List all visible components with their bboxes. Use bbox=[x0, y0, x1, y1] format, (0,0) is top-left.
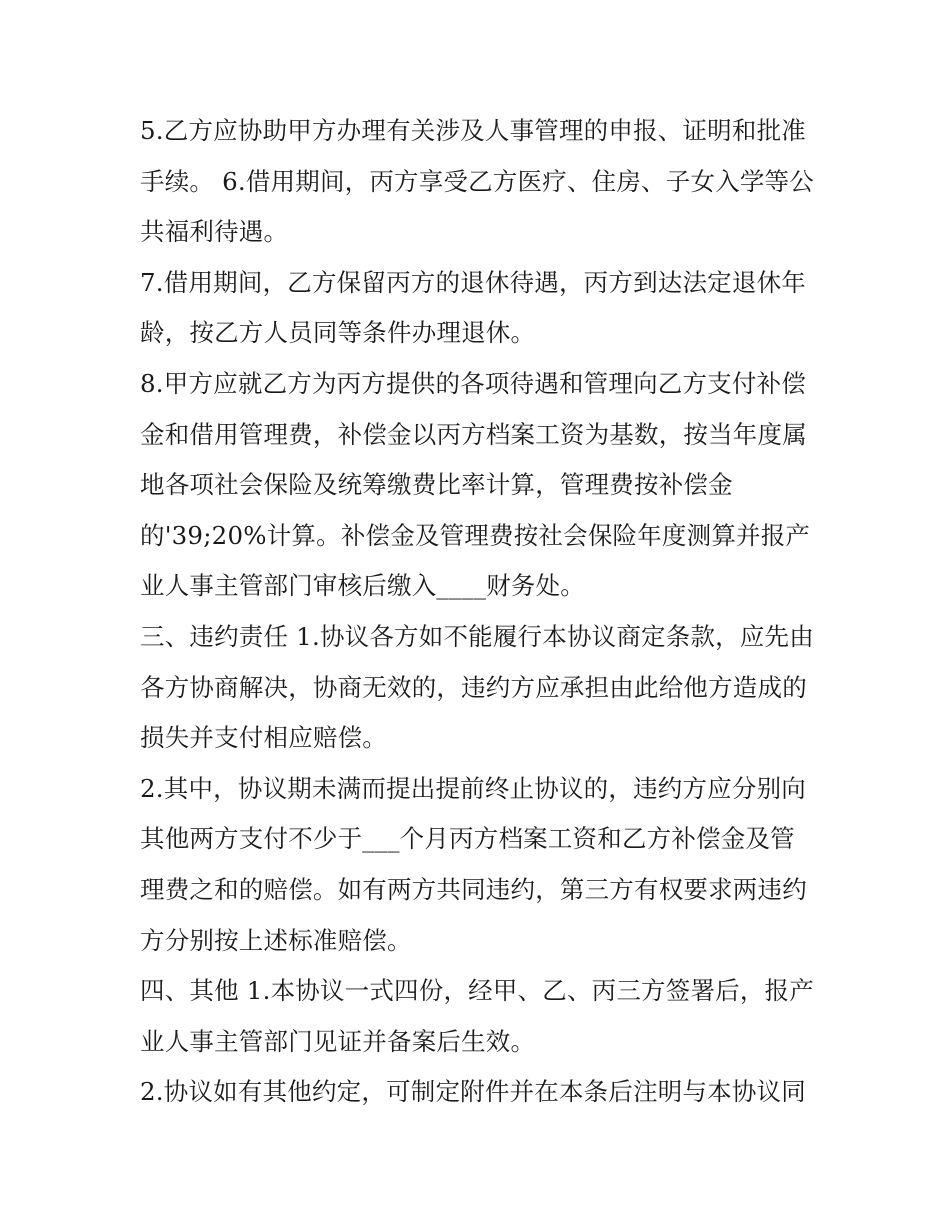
text-line: 共福利待遇。 bbox=[140, 217, 289, 247]
text-line: 8.甲方应就乙方为丙方提供的各项待遇和管理向乙方支付补偿 bbox=[140, 368, 806, 398]
text-line: 四、其他 1.本协议一式四份，经甲、乙、丙三方签署后，报产 bbox=[140, 976, 814, 1006]
text-line: 2.协议如有其他约定，可制定附件并在本条后注明与本协议同 bbox=[140, 1077, 806, 1107]
text-line: 地各项社会保险及统筹缴费比率计算，管理费按补偿金 bbox=[140, 470, 733, 500]
text-line: 其他两方支付不少于___个月丙方档案工资和乙方补偿金及管 bbox=[140, 824, 795, 854]
text-line: 三、违约责任 1.协议各方如不能履行本协议商定条款，应先由 bbox=[140, 621, 814, 651]
document-body bbox=[140, 106, 820, 1118]
paragraph-liability-clause-2 bbox=[140, 764, 820, 966]
paragraph-clause-7 bbox=[140, 258, 820, 359]
text-line: 方分别按上述标准赔偿。 bbox=[140, 925, 412, 955]
text-line: 金和借用管理费，补偿金以丙方档案工资为基数，按当年度属 bbox=[140, 419, 807, 449]
text-line: 2.其中，协议期未满而提出提前终止协议的，违约方应分别向 bbox=[140, 773, 806, 803]
text-line: 7.借用期间，乙方保留丙方的退休待遇，丙方到达法定退休年 bbox=[140, 267, 806, 297]
text-line: 的'39;20%计算。补偿金及管理费按社会保险年度测算并报产 bbox=[140, 520, 811, 550]
text-line: 损失并支付相应赔偿。 bbox=[140, 723, 387, 753]
text-line: 业人事主管部门审核后缴入____财务处。 bbox=[140, 571, 585, 601]
paragraph-clause-5-6 bbox=[140, 106, 820, 258]
text-line: 龄，按乙方人员同等条件办理退休。 bbox=[140, 318, 536, 348]
paragraph-section-other bbox=[140, 966, 820, 1067]
paragraph-clause-8 bbox=[140, 359, 820, 612]
text-line: 理费之和的赔偿。如有两方共同违约，第三方有权要求两违约 bbox=[140, 874, 807, 904]
paragraph-section-liability bbox=[140, 612, 820, 764]
text-line: 手续。 6.借用期间，丙方享受乙方医疗、住房、子女入学等公 bbox=[140, 166, 814, 196]
paragraph-other-clause-2 bbox=[140, 1067, 820, 1118]
text-line: 业人事主管部门见证并备案后生效。 bbox=[140, 1026, 536, 1056]
text-line: 各方协商解决，协商无效的，违约方应承担由此给他方造成的 bbox=[140, 672, 807, 702]
text-line: 5.乙方应协助甲方办理有关涉及人事管理的申报、证明和批准 bbox=[140, 116, 806, 145]
